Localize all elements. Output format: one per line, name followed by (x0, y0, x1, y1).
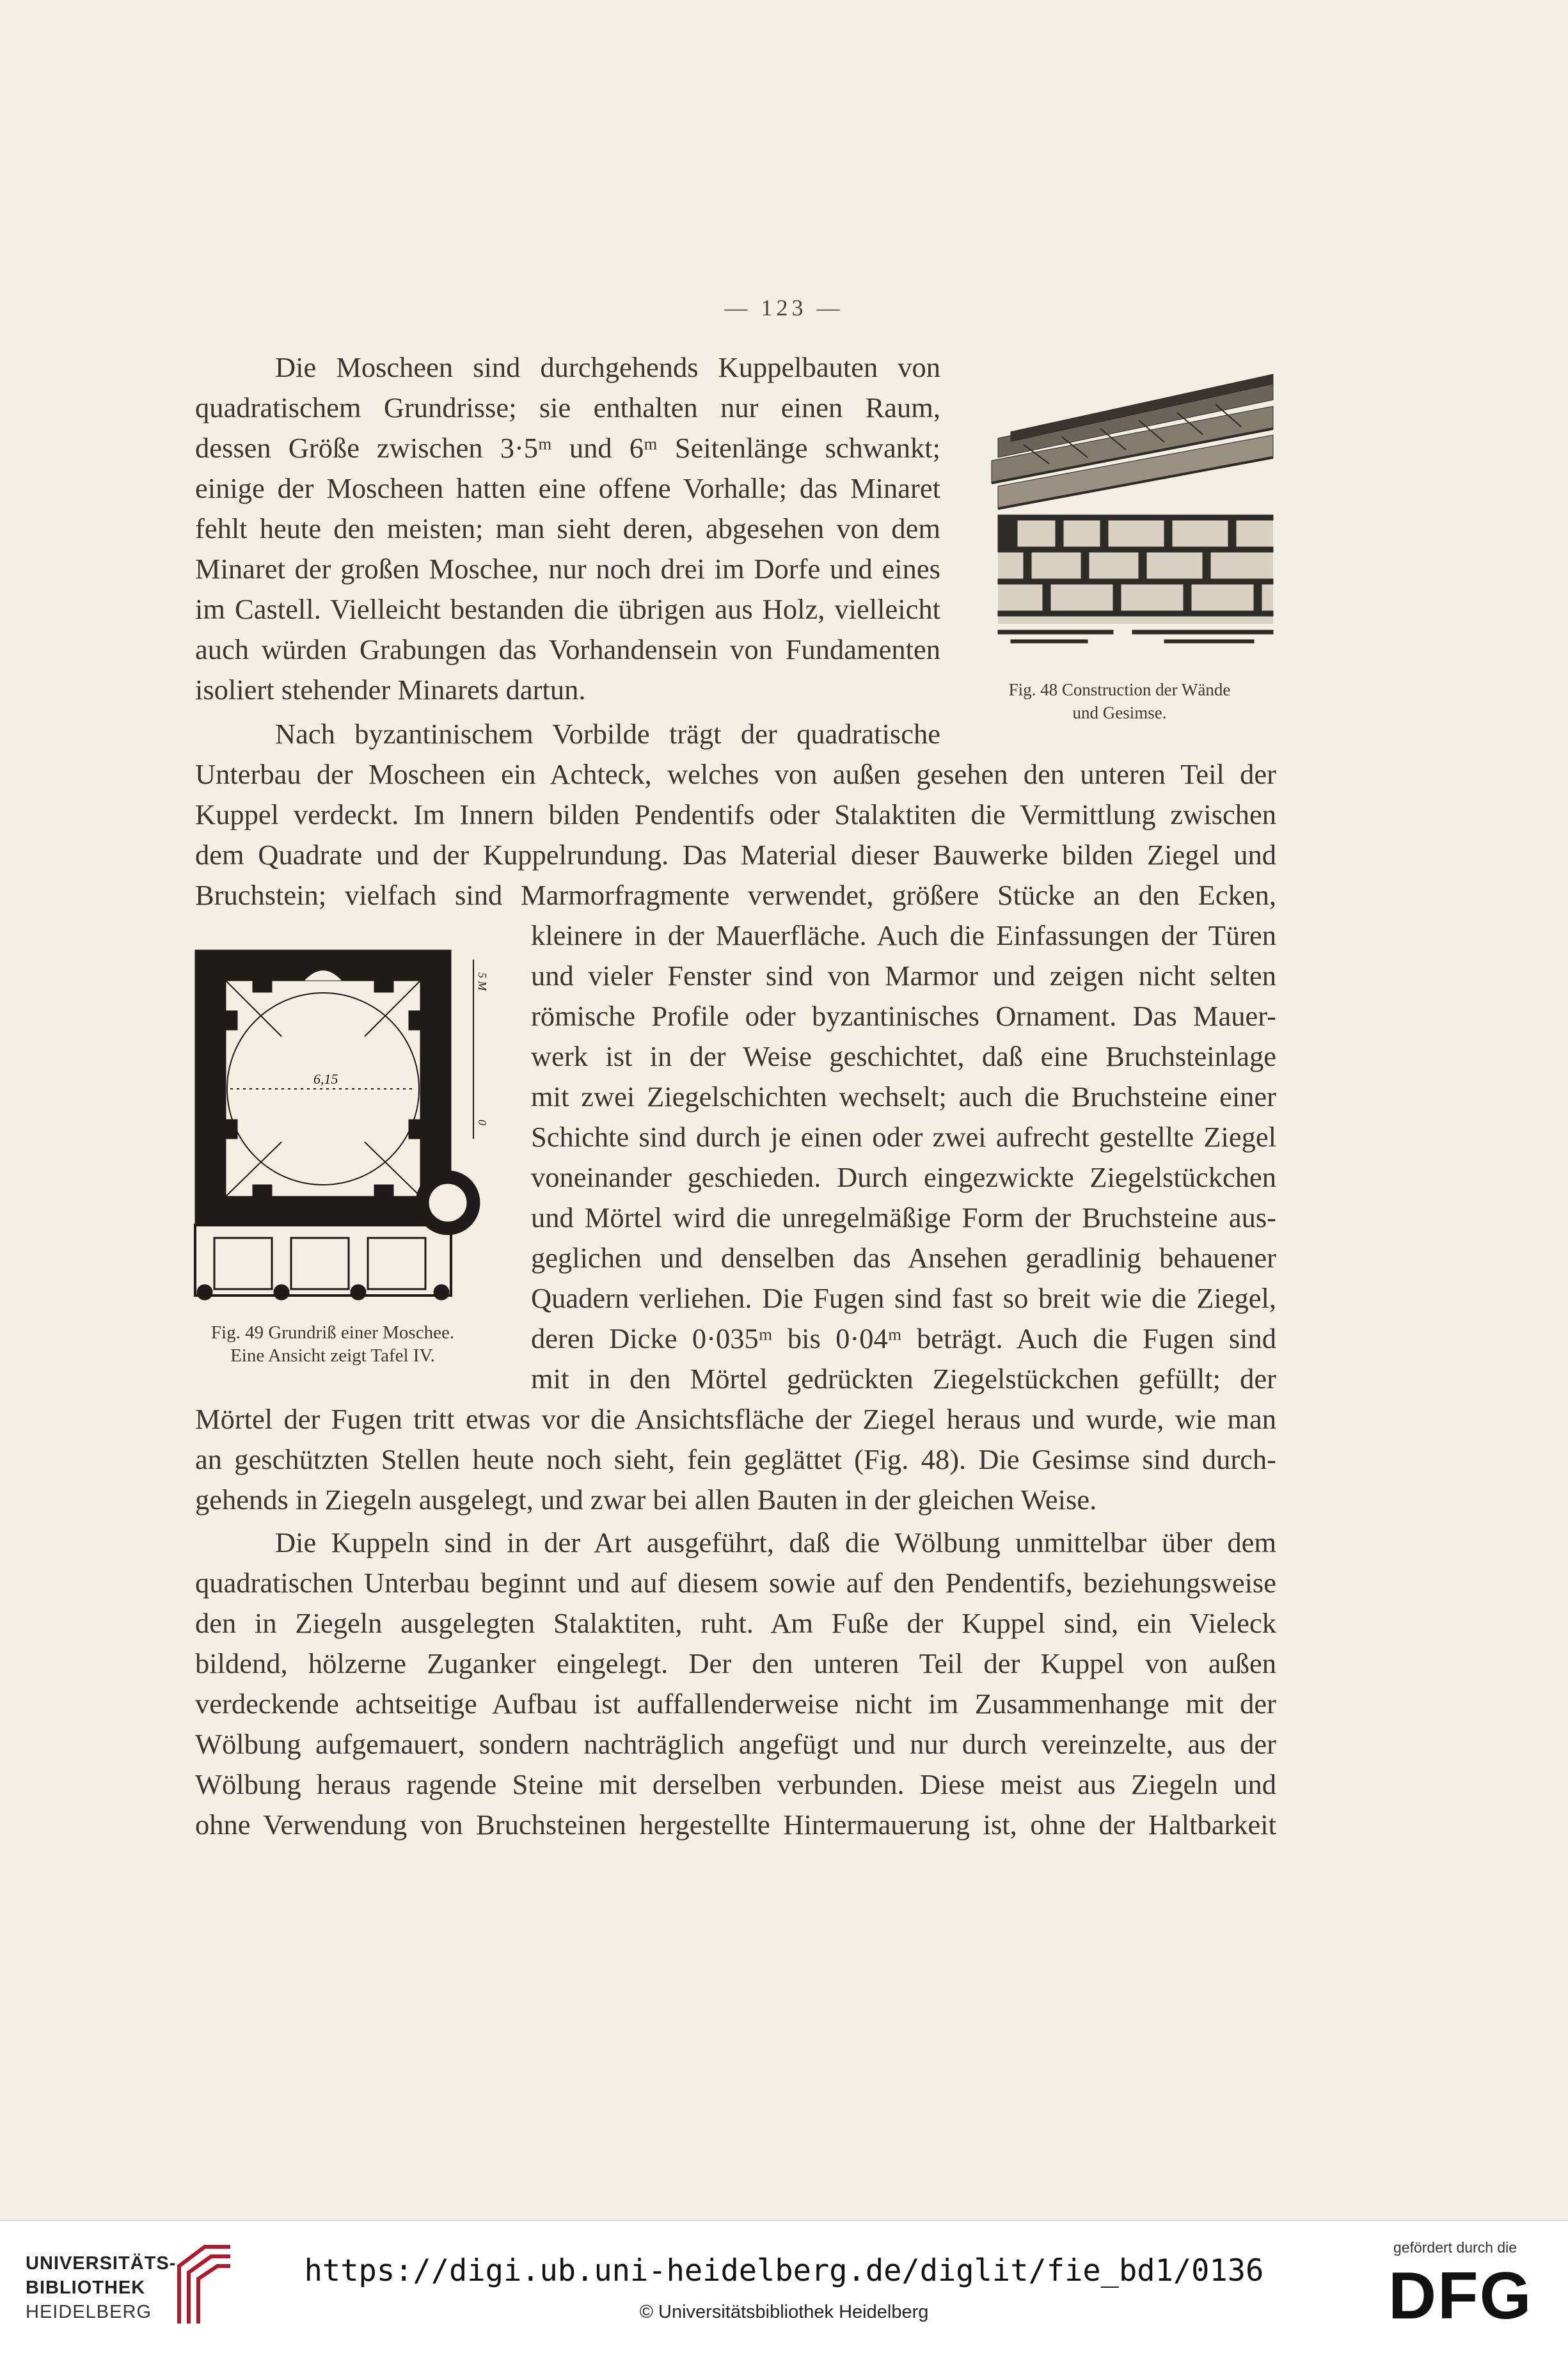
body-line: verdeckende achtseitige Aufbau ist auffallenderweise nicht im Zusammenhange mit der (195, 1688, 1276, 1720)
figure-48-caption (960, 678, 1279, 724)
body-line: Wölbung aufgemauert, sondern nachträglich angefügt und nur durch vereinzelte, aus der (195, 1728, 1276, 1760)
mosque-floor-plan (192, 947, 493, 1305)
wall-construction-illustration (972, 355, 1279, 675)
body-line: einige der Moscheen hatten eine offene Vorhalle; das Minaret (195, 472, 940, 504)
scale-bar-label: 5 M (476, 972, 489, 991)
body-line: mit in den Mörtel gedrückten Ziegelstückchen gefüllt; der (531, 1363, 1276, 1395)
figure-49-caption-line2: Eine Ansicht zeigt Tafel IV. (230, 1345, 435, 1366)
copyright-notice: © Universitätsbibliothek Heidelberg (639, 2302, 929, 2322)
body-line: Wölbung heraus ragende Steine mit derselben verbunden. Diese meist aus Ziegeln und (195, 1768, 1276, 1800)
body-line: geglichen und denselben das Ansehen geradlinig behauener (531, 1242, 1276, 1274)
body-line: Bruchstein; vielfach sind Marmorfragmente verwendet, größere Stücke an den Ecken, (195, 879, 1276, 911)
dfg-logo[interactable]: DFG (1388, 2259, 1533, 2333)
body-line: deren Dicke 0·035ᵐ bis 0·04ᵐ beträgt. Auch die Fugen sind (531, 1322, 1276, 1354)
figure-48-caption-line2: und Gesimse. (1072, 703, 1167, 722)
library-name-line2: BIBLIOTHEK (26, 2278, 146, 2298)
body-line: quadratischen Unterbau beginnt und auf diesem sowie auf den Pendentifs, beziehungsweise (195, 1567, 1276, 1599)
body-line: Mörtel der Fugen tritt etwas vor die Ansichtsfläche der Ziegel heraus und wurde, wie man (195, 1403, 1276, 1435)
footer-bar (0, 2220, 1568, 2353)
body-line: quadratischem Grundrisse; sie enthalten nur einen Raum, (195, 392, 940, 424)
body-line: Die Kuppeln sind in der Art ausgeführt, daß die Wölbung unmittelbar über dem (275, 1526, 1276, 1558)
body-line: werk ist in der Weise geschichtet, daß eine Bruchsteinlage (531, 1040, 1276, 1072)
scale-bar-zero: 0 (476, 1120, 489, 1125)
figure-49-caption (179, 1321, 486, 1367)
body-line: dem Quadrate und der Kuppelrundung. Das Material dieser Bauwerke bilden Ziegel und (195, 839, 1276, 871)
funded-by-label: gefördert durch die (1393, 2239, 1517, 2256)
body-line: römische Profile oder byzantinisches Ornament. Das Mauer- (531, 1000, 1276, 1032)
body-line: Nach byzantinischem Vorbilde trägt der quadratische (275, 718, 940, 750)
page-number: — 123 — (724, 295, 844, 321)
figure-49-caption-line1: Fig. 49 Grundriß einer Moschee. (210, 1322, 455, 1343)
document-url-link[interactable]: https://digi.ub.uni-heidelberg.de/diglit/fie_bd1/0136 (304, 2253, 1264, 2288)
body-line: isoliert stehender Minarets dartun. (195, 674, 586, 706)
body-line: gehends in Ziegeln ausgelegt, und zwar bei allen Bauten in der gleichen Weise. (195, 1484, 1097, 1516)
body-line: Quadern verliehen. Die Fugen sind fast so breit wie die Ziegel, (531, 1282, 1276, 1314)
body-line: auch würden Grabungen das Vorhandensein von Fundamenten (195, 633, 940, 665)
body-line: an geschützten Stellen heute noch sieht, fein geglättet (Fig. 48). Die Gesimse sind durch- (195, 1443, 1276, 1475)
plan-dimension-label: 6,15 (313, 1071, 338, 1087)
body-line: Kuppel verdeckt. Im Innern bilden Pendentifs oder Stalaktiten die Vermittlung zwischen (195, 798, 1276, 830)
body-line: und vieler Fenster sind von Marmor und zeigen nicht selten (531, 960, 1276, 992)
body-line: Die Moscheen sind durchgehends Kuppelbauten von (275, 351, 940, 383)
library-name-line3: HEIDELBERG (26, 2302, 152, 2322)
body-line: kleinere in der Mauerfläche. Auch die Einfassungen der Türen (531, 919, 1276, 951)
body-line: Minaret der großen Moschee, nur noch drei im Dorfe und eines (195, 553, 940, 585)
body-line: voneinander geschieden. Durch eingezwickte Ziegelstückchen (531, 1161, 1276, 1193)
library-name-line1: UNIVERSITÄTS- (26, 2253, 177, 2274)
body-line: mit zwei Ziegelschichten wechselt; auch die Bruchsteine einer (531, 1081, 1276, 1113)
body-line: im Castell. Vielleicht bestanden die übrigen aus Holz, vielleicht (195, 593, 940, 625)
body-line: und Mörtel wird die unregelmäßige Form der Bruchsteine aus- (531, 1201, 1276, 1233)
figure-49 (192, 947, 493, 1305)
body-line: fehlt heute den meisten; man sieht deren, abgesehen von dem (195, 512, 940, 544)
figure-48 (972, 355, 1279, 675)
body-line: Unterbau der Moscheen ein Achteck, welches von außen gesehen den unteren Teil der (195, 758, 1276, 790)
body-line: dessen Größe zwischen 3·5ᵐ und 6ᵐ Seitenlänge schwankt; (195, 432, 940, 464)
body-line: Schichte sind durch je einen oder zwei aufrecht gestellte Ziegel (531, 1121, 1276, 1153)
figure-48-caption-line1: Fig. 48 Construction der Wände (1008, 680, 1231, 699)
body-line: ohne Verwendung von Bruchsteinen hergestellte Hintermauerung ist, ohne der Haltbarkeit (195, 1809, 1276, 1841)
body-line: den in Ziegeln ausgelegten Stalaktiten, ruht. Am Fuße der Kuppel sind, ein Vieleck (195, 1607, 1276, 1639)
body-line: bildend, hölzerne Zuganker eingelegt. Der den unteren Teil der Kuppel von außen (195, 1647, 1276, 1679)
